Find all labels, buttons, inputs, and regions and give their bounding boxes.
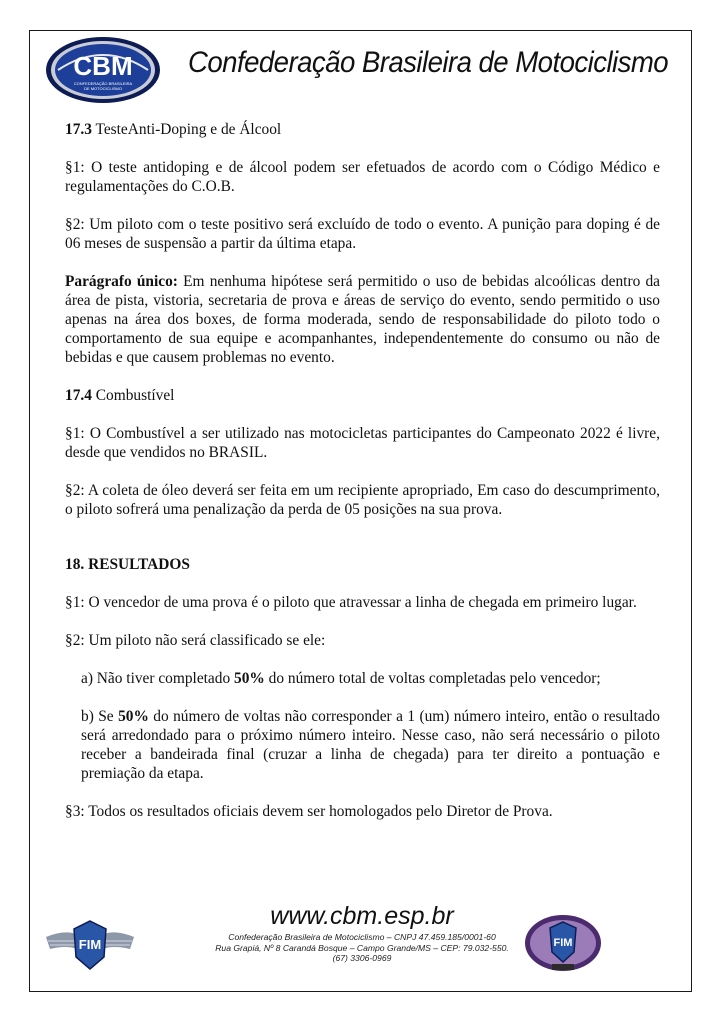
cbm-logo-subtext-1: CONFEDERAÇÃO BRASILEIRA xyxy=(73,81,133,86)
section-title: Combustível xyxy=(91,387,175,404)
section-number: 17.3 xyxy=(65,121,92,138)
paragraph-18-3: §3: Todos os resultados oficiais devem ser homologados pelo Diretor de Prova. xyxy=(65,803,553,820)
fim-logo-right xyxy=(522,912,604,974)
footer-line-2: Rua Grapiá, Nº 8 Carandá Bosque – Campo Grande/MS – CEP: 79.032-550. xyxy=(215,942,509,953)
section-number: 18. RESULTADOS xyxy=(65,556,190,573)
fim-logo-right-text: FIM xyxy=(553,937,573,949)
paragraph-17-3-1: §1: O teste antidoping e de álcool podem ser efetuados de acordo com o Código Médico e regulamentações do C.O.B. xyxy=(65,159,660,195)
document-body xyxy=(65,120,660,821)
paragraph-17-3-2: §2: Um piloto com o teste positivo será excluído de todo o evento. A punição para doping é de 06 meses de suspensão a partir da última etapa. xyxy=(65,216,660,252)
section-title: TesteAnti-Doping e de Álcool xyxy=(91,121,282,138)
section-number: 17.4 xyxy=(65,387,92,404)
section-17-3-heading xyxy=(65,120,660,139)
cbm-logo-subtext-2: DE MOTOCICLISMO xyxy=(84,86,122,91)
header-title: Confederação Brasileira de Motociclismo xyxy=(188,46,669,79)
section-17-4-heading xyxy=(65,386,660,405)
cbm-logo-text: CBM xyxy=(73,51,133,81)
paragraph-18-1: §1: O vencedor de uma prova é o piloto que atravessar a linha de chegada em primeiro lugar. xyxy=(65,594,637,611)
footer-line-1: Confederação Brasileira de Motociclismo – CNPJ 47.459.185/0001-60 xyxy=(228,932,496,942)
paragraph-unico-label: Parágrafo único: xyxy=(65,273,178,290)
paragraph-17-4-1: §1: O Combustível a ser utilizado nas motocicletas participantes do Campeonato 2022 é livre, desde que vendidos no BRASIL. xyxy=(65,425,660,461)
item-a: a) Não tiver completado 50% do número total de voltas completadas pelo vencedor; xyxy=(81,670,601,687)
footer-info xyxy=(0,932,724,964)
paragraph-unico xyxy=(65,272,660,367)
fim-logo-text: FIM xyxy=(78,937,102,952)
paragraph-17-4-2: §2: A coleta de óleo deverá ser feita em um recipiente apropriado, Em caso do descumprimento, o piloto sofrerá uma penalização da perda de 05 posições na sua prova. xyxy=(65,482,660,518)
section-18-heading xyxy=(65,555,660,574)
paragraph-18-2: §2: Um piloto não será classificado se ele: xyxy=(65,632,326,649)
footer-url[interactable]: www.cbm.esp.br xyxy=(270,902,454,930)
paragraph-unico-text: Em nenhuma hipótese será permitido o uso de bebidas alcoólicas dentro da área de pista, vistoria, secretaria de prova e áreas de serviço do evento, sendo permitido o uso apenas na área dos boxes, de forma moderada, sendo de responsabilidade do piloto todo o comportamento de sua equipe e acompanhantes, independentemente do consumo ou não de bebidas e que causem problemas no evento. xyxy=(65,273,660,366)
footer-line-3: (67) 3306-0969 xyxy=(332,953,392,963)
item-b: b) Se 50% do número de voltas não corresponder a 1 (um) número inteiro, então o resultado será arredondado para o próximo número inteiro. Nesse caso, não será necessário o piloto receber a bandeirada final (cruzar a linha de chegada) para ter direito a pontuação e premiação da etapa. xyxy=(81,708,660,782)
cbm-logo xyxy=(44,34,162,106)
